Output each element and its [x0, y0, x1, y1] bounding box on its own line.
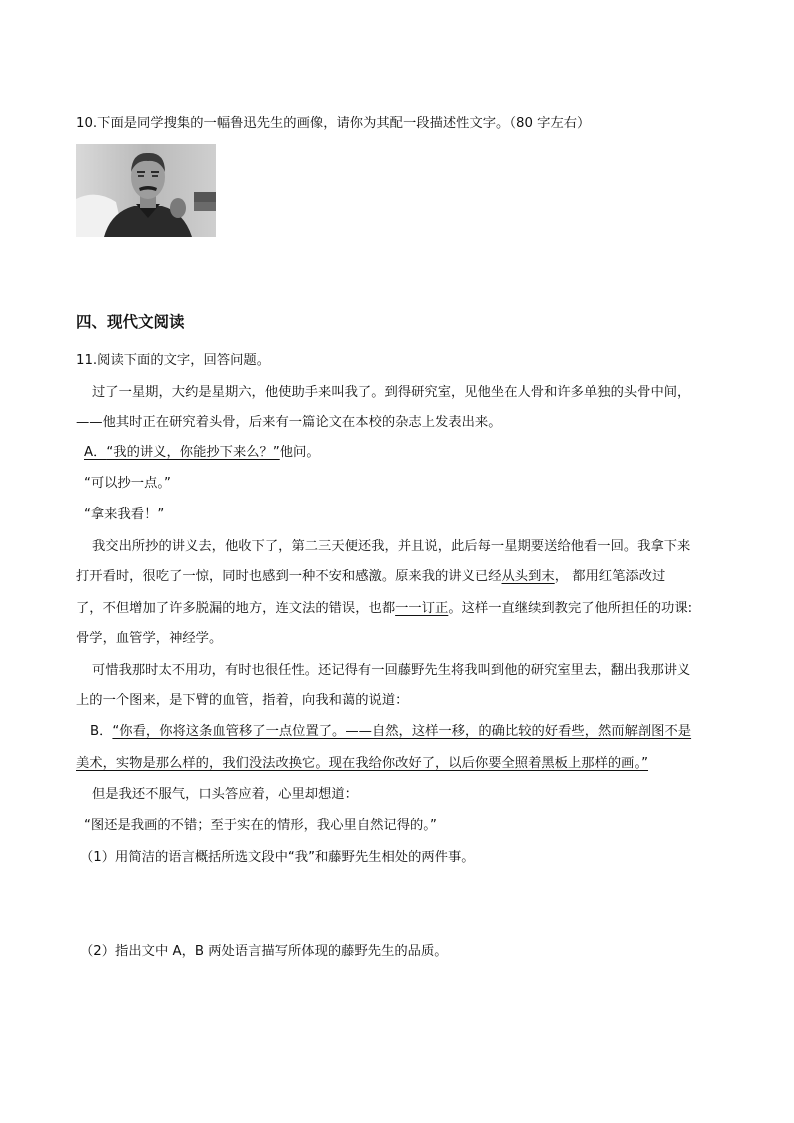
quote-b-line1: “你看，你将这条血管移了一点位置了。——自然，这样一移，的确比较的好看些，然而解剖图不是	[112, 724, 692, 739]
underlined-phrase-1: 从头到末	[501, 569, 555, 584]
quote-b-line2: 美术，实物是那么样的，我们没法改换它。现在我给你改好了，以后你要全照着黑板上那样的画。”	[76, 756, 649, 771]
passage-line-b2	[76, 755, 648, 773]
passage-p1-line2: ——他其时正在研究着头骨，后来有一篇论文在本校的杂志上发表出来。	[76, 415, 502, 430]
sub-question-1: （1）用简洁的语言概括所选文段中“我”和藤野先生相处的两件事。	[80, 850, 475, 865]
passage-p5: “图还是我画的不错；至于实在的情形，我心里自然记得的。”	[84, 818, 437, 833]
p2-line2-text-a: 打开看时，很吃了一惊，同时也感到一种不安和感激。原来我的讲义已经	[76, 569, 502, 584]
dialogue-1: “可以抄一点。”	[84, 476, 171, 491]
dialogue-2: “拿来我看！”	[84, 507, 165, 522]
lu-xun-portrait-image	[76, 144, 216, 237]
passage-p2-line2	[76, 568, 665, 586]
passage-p2-line3	[76, 600, 692, 618]
passage-line-b1	[90, 723, 691, 741]
section-heading: 四、现代文阅读	[76, 313, 185, 331]
quote-a: “我的讲义，你能抄下来么？”	[106, 445, 280, 460]
p2-line3-text-a: 了，不但增加了许多脱漏的地方，连文法的错误，也都	[76, 601, 396, 616]
passage-p2-line4: 骨学，血管学，神经学。	[76, 631, 223, 646]
quote-a-tail: 他问。	[279, 445, 320, 460]
q11-prompt: 11.阅读下面的文字，回答问题。	[76, 353, 271, 368]
label-b: B．	[90, 724, 113, 739]
p2-line3-text-b: 。这样一直继续到教完了他所担任的功课:	[448, 601, 693, 616]
sub-question-2: （2）指出文中 A，B 两处语言描写所体现的藤野先生的品质。	[80, 944, 448, 959]
passage-p3-line2: 上的一个图来，是下臂的血管，指着，向我和蔼的说道：	[76, 693, 409, 708]
q10-prompt: 10.下面是同学搜集的一幅鲁迅先生的画像，请你为其配一段描述性文字。（80 字左右）	[76, 116, 591, 131]
passage-line-a	[84, 444, 320, 462]
p2-line2-text-b: ， 都用红笔添改过	[554, 569, 666, 584]
passage-p3-line1: 可惜我那时太不用功，有时也很任性。还记得有一回藤野先生将我叫到他的研究室里去，翻出我那讲义	[92, 663, 691, 678]
underlined-phrase-2: 一一订正	[395, 601, 449, 616]
passage-p1-line1: 过了一星期，大约是星期六，他使助手来叫我了。到得研究室，见他坐在人骨和许多单独的头骨中间，	[92, 385, 691, 400]
passage-p4: 但是我还不服气，口头答应着，心里却想道：	[92, 787, 358, 802]
label-a: A．	[84, 445, 107, 460]
passage-p2-line1: 我交出所抄的讲义去，他收下了，第二三天便还我，并且说，此后每一星期要送给他看一回。我拿下来	[92, 539, 691, 554]
